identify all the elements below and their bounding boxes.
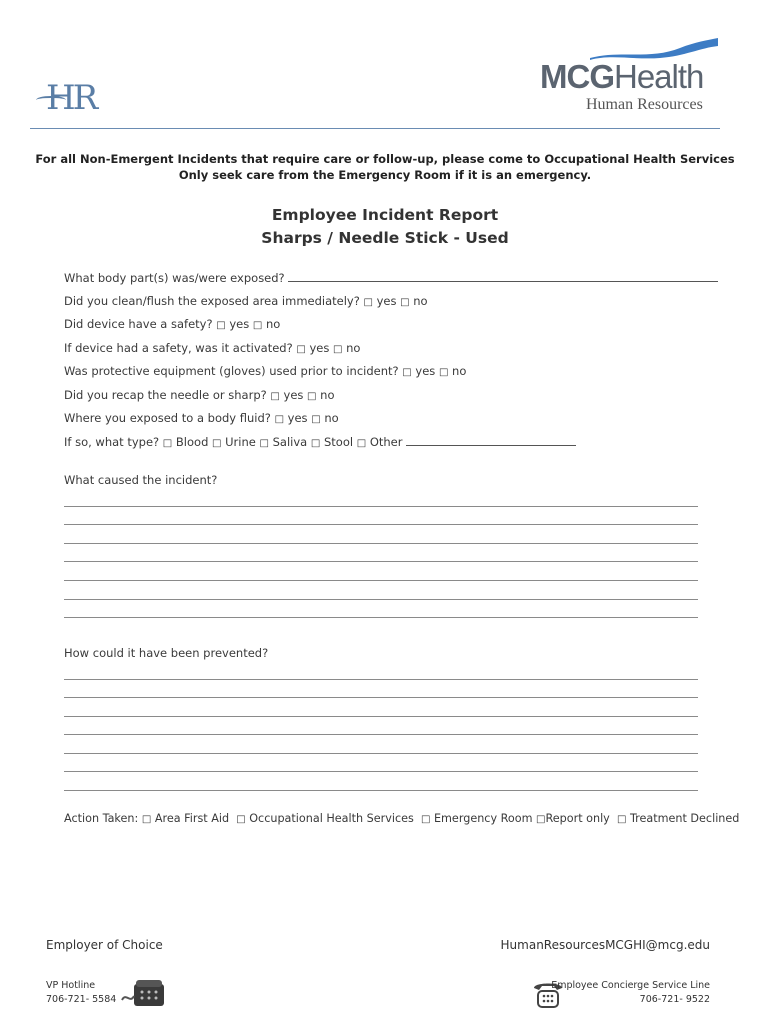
report-subtitle: Sharps / Needle Stick - Used (261, 229, 509, 247)
cause-line-1[interactable] (64, 506, 698, 507)
brand-subtitle: Human Resources (586, 96, 703, 113)
prevent-line-6[interactable] (64, 771, 698, 772)
other-checkbox[interactable]: □ (356, 438, 367, 449)
cause-line-6[interactable] (64, 599, 698, 600)
question-label: Was protective equipment (gloves) used prior to incident? (64, 364, 399, 378)
report-only-label: Report only (545, 812, 610, 825)
prevent-line-5[interactable] (64, 753, 698, 754)
no-label: no (324, 411, 339, 425)
saliva-checkbox[interactable]: □ (259, 438, 269, 449)
question-label: Where you exposed to a body fluid? (64, 411, 271, 425)
prevent-line-7[interactable] (64, 790, 698, 791)
question-label: Did you clean/flush the exposed area immediately? (64, 294, 360, 308)
urine-checkbox[interactable]: □ (212, 438, 222, 449)
treatment-declined-label: Treatment Declined (629, 812, 740, 825)
concierge-label: Employee Concierge Service Line (551, 980, 710, 991)
no-label: no (266, 317, 281, 331)
notice-line-1: For all Non-Emergent Incidents that require care or follow-up, please come to Occupational Health Services (35, 152, 735, 166)
other-field[interactable] (406, 434, 576, 446)
prevent-line-3[interactable] (64, 716, 698, 717)
no-checkbox[interactable]: □ (311, 414, 321, 425)
notice-line-2: Only seek care from the Emergency Room if it is an emergency. (178, 168, 592, 182)
first-aid-checkbox[interactable]: □ (141, 814, 152, 825)
mcg-health-logo (540, 36, 720, 116)
concierge-phone: 706-721- 9522 (639, 994, 710, 1005)
vp-hotline-phone: 706-721- 5584 (46, 994, 117, 1005)
brand-health: Health (614, 58, 704, 95)
yes-label: yes (229, 317, 250, 331)
hr-logo (36, 78, 96, 118)
question-fluid-type (64, 434, 576, 449)
question-clean-flush (64, 294, 428, 308)
other-label: Other (369, 435, 403, 449)
yes-checkbox[interactable]: □ (402, 367, 412, 378)
emergency-room-label: Emergency Room (433, 812, 533, 825)
yes-checkbox[interactable]: □ (363, 297, 373, 308)
yes-label: yes (415, 364, 436, 378)
occupational-health-checkbox[interactable]: □ (236, 814, 246, 825)
hr-logo-swoosh (36, 96, 66, 104)
body-parts-field[interactable] (288, 270, 718, 282)
cause-line-7[interactable] (64, 617, 698, 618)
question-label: Did you recap the needle or sharp? (64, 388, 267, 402)
question-recap-needle (64, 388, 334, 402)
first-aid-label: Area First Aid (154, 812, 230, 825)
cause-line-5[interactable] (64, 580, 698, 581)
employer-of-choice: Employer of Choice (46, 938, 163, 952)
brand-name (540, 58, 703, 96)
desk-phone-icon (120, 978, 166, 1008)
occupational-health-label: Occupational Health Services (249, 812, 414, 825)
header-divider (30, 128, 720, 129)
urine-label: Urine (225, 435, 256, 449)
prevent-line-1[interactable] (64, 679, 698, 680)
question-protective-equipment (64, 364, 466, 378)
saliva-label: Saliva (272, 435, 308, 449)
no-label: no (346, 341, 361, 355)
concierge-line (551, 979, 710, 1007)
yes-label: yes (283, 388, 304, 402)
emergency-room-checkbox[interactable]: □ (420, 814, 431, 825)
yes-checkbox[interactable]: □ (270, 391, 280, 402)
stool-checkbox[interactable]: □ (310, 438, 321, 449)
yes-checkbox[interactable]: □ (274, 414, 285, 425)
vp-hotline-label: VP Hotline (46, 980, 96, 991)
question-label: Did device have a safety? (64, 317, 213, 331)
report-title: Employee Incident Report (271, 206, 499, 224)
brand-mcg: MCG (540, 58, 614, 95)
question-safety-activated (64, 341, 360, 355)
no-label: no (452, 364, 467, 378)
cause-line-4[interactable] (64, 561, 698, 562)
cause-line-2[interactable] (64, 524, 698, 525)
question-body-fluid (64, 411, 339, 425)
no-checkbox[interactable]: □ (307, 391, 317, 402)
prevent-label: How could it have been prevented? (64, 646, 269, 660)
question-label: If so, what type? (64, 435, 160, 449)
question-device-safety (64, 317, 280, 331)
action-taken (64, 812, 739, 825)
no-checkbox[interactable]: □ (332, 344, 343, 355)
no-checkbox[interactable]: □ (400, 297, 410, 308)
question-label: What body part(s) was/were exposed? (64, 271, 285, 285)
contact-email[interactable]: HumanResourcesMCGHI@mcg.edu (500, 938, 710, 952)
vp-hotline (46, 979, 116, 1007)
cause-line-3[interactable] (64, 543, 698, 544)
prevent-line-4[interactable] (64, 734, 698, 735)
report-only-checkbox[interactable]: □ (536, 814, 546, 825)
cause-label: What caused the incident? (64, 473, 218, 487)
yes-checkbox[interactable]: □ (296, 344, 306, 355)
no-label: no (320, 388, 335, 402)
yes-checkbox[interactable]: □ (216, 320, 226, 331)
stool-label: Stool (323, 435, 354, 449)
no-label: no (413, 294, 428, 308)
yes-label: yes (309, 341, 330, 355)
no-checkbox[interactable]: □ (438, 367, 449, 378)
treatment-declined-checkbox[interactable]: □ (616, 814, 627, 825)
prevent-line-2[interactable] (64, 697, 698, 698)
question-label: If device had a safety, was it activated? (64, 341, 293, 355)
action-label: Action Taken: (64, 812, 139, 825)
yes-label: yes (376, 294, 397, 308)
no-checkbox[interactable]: □ (252, 320, 263, 331)
yes-label: yes (287, 411, 308, 425)
question-body-parts (64, 270, 718, 285)
blood-label: Blood (175, 435, 209, 449)
hr-logo-text: HR (46, 78, 96, 118)
blood-checkbox[interactable]: □ (162, 438, 173, 449)
